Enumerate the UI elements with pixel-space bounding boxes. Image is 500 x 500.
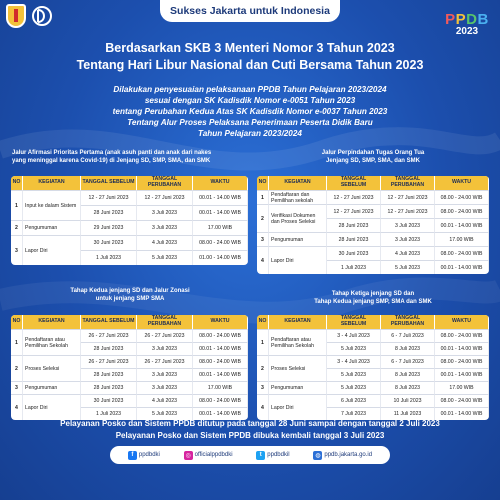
table-row: 5 Juli 2023 8 Juli 2023 00.01 - 14.00 WIB — [257, 368, 489, 381]
table-row: 3 Pengumuman 28 Juni 2023 3 Juli 2023 17.00 WIB — [257, 232, 489, 246]
table-row: 28 Juni 2023 3 Juli 2023 00.01 - 14.00 WIB — [11, 342, 248, 355]
schedule-table-tahap-ketiga — [257, 315, 489, 420]
social-instagram-link[interactable]: ◎ officialppdbdki — [185, 452, 233, 459]
column-header-kegiatan: KEGIATAN — [269, 176, 327, 190]
column-header-sebelum: TANGGAL SEBELUM — [327, 176, 381, 190]
column-header-no: NO — [257, 176, 269, 190]
social-website-link[interactable]: ◍ ppdb.jakarta.go.id — [315, 452, 373, 459]
column-header-perubahan: TANGGAL PERUBAHAN — [381, 176, 435, 190]
jakarta-crest-icon — [6, 4, 26, 28]
ppdb-logo — [440, 6, 494, 42]
column-header-no: NO — [11, 315, 23, 329]
twitter-icon: t — [256, 451, 265, 460]
schedule-table-tahap-kedua-zonasi — [11, 315, 248, 420]
column-header-sebelum: TANGGAL SEBELUM — [81, 315, 137, 329]
table-row: 1 Juli 2023 5 Juli 2023 00.01 - 14.00 WIB — [11, 407, 248, 420]
facebook-icon: f — [128, 451, 137, 460]
tagline-banner: Sukses Jakarta untuk Indonesia — [160, 0, 340, 22]
table-row: 1 Juli 2023 5 Juli 2023 00.01 - 14.00 WIB — [257, 260, 489, 274]
column-header-no: NO — [11, 176, 23, 190]
table-row: 1 Pendaftaran atau Pemilihan Sekolah 3 - 4 Juli 2023 6 - 7 Juli 2023 08.00 - 24.00 WIB — [257, 329, 489, 342]
column-header-no: NO — [257, 315, 269, 329]
table-row: 28 Juni 2023 3 Juli 2023 00.01 - 14.00 WIB — [11, 368, 248, 381]
logo-group-left — [6, 4, 54, 28]
table-row: 1 Pendaftaran dan Pemilihan sekolah 12 - 27 Juni 2023 12 - 27 Juni 2023 08.00 - 24.00 WIB — [257, 190, 489, 204]
column-header-waktu: WAKTU — [435, 315, 489, 329]
disdik-logo-icon — [30, 4, 54, 28]
column-header-perubahan: TANGGAL PERUBAHAN — [137, 176, 193, 190]
table-row: 28 Juni 2023 3 Juli 2023 00.01 - 14.00 WIB — [11, 205, 248, 220]
instagram-icon: ◎ — [185, 452, 191, 459]
social-twitter-link[interactable]: t ppdbdkil — [256, 451, 289, 460]
column-header-kegiatan: KEGIATAN — [23, 315, 81, 329]
table-row: 2 Pengumuman 29 Juni 2023 3 Juli 2023 17.00 WIB — [11, 220, 248, 235]
table-row: 2 Verifikasi Dokumen dan Proses Seleksi 12 - 27 Juni 2023 12 - 27 Juni 2023 08.00 - 24.00 WIB — [257, 204, 489, 218]
table-row: 2 Proses Seleksi 3 - 4 Juli 2023 6 - 7 Juli 2023 08.00 - 24.00 WIB — [257, 355, 489, 368]
table-row: 3 Pengumuman 5 Juli 2023 8 Juli 2023 17.00 WIB — [257, 381, 489, 394]
table-row: 4 Lapor Diri 30 Juni 2023 4 Juli 2023 08.00 - 24.00 WIB — [11, 394, 248, 407]
footer-notice: Pelayanan Posko dan Sistem PPDB ditutup pada tanggal 28 Juni sampai dengan tanggal 2 Juli 2023 Pelayanan Posko dan Sistem PPDB dibuka kembali tanggal 3 Juli 2023 — [60, 419, 440, 440]
ppdb-year: 2023 — [455, 26, 479, 37]
column-header-kegiatan: KEGIATAN — [23, 176, 81, 190]
section-title-tahap-kedua-zonasi: Tahap Kedua jenjang SD dan Jalur Zonasi untuk jenjang SMP SMA — [70, 288, 190, 302]
section-title-tahap-ketiga: Tahap Ketiga jenjang SD dan Tahap Kedua jenjang SMP, SMA dan SMK — [314, 291, 432, 305]
column-header-kegiatan: KEGIATAN — [269, 315, 327, 329]
table-row: 1 Juli 2023 5 Juli 2023 01.00 - 14.00 WIB — [11, 250, 248, 265]
table-row: 2 Proses Seleksi 26 - 27 Juni 2023 26 - 27 Juni 2023 08.00 - 24.00 WIB — [11, 355, 248, 368]
column-header-sebelum: TANGGAL SEBELUM — [327, 315, 381, 329]
intro-text: Dilakukan penyesuaian pelaksanaan PPDB Tahun Pelajaran 2023/2024 sesuai dengan SK Kadisdik Nomor e-0051 Tahun 2023 tentang Perubahan Kedua Atas SK Kadisdik Nomor e-0037 Tahun 2023 Tentang Alur Proses Pelaksana Penerimaan Peserta Didik Baru Tahun Pelajaran 2023/2024 — [112, 85, 388, 138]
schedule-table-afirmasi — [11, 176, 248, 265]
column-header-perubahan: TANGGAL PERUBAHAN — [137, 315, 193, 329]
table-row: 28 Juni 2023 3 Juli 2023 00.01 - 14.00 WIB — [257, 218, 489, 232]
globe-icon: ◍ — [315, 452, 321, 459]
table-row: 4 Lapor Diri 6 Juli 2023 10 Juli 2023 08.00 - 24.00 WIB — [257, 394, 489, 407]
section-title-afirmasi: Jalur Afirmasi Prioritas Pertama (anak asuh panti dan anak dari nakes yang meninggal karena Covid-19) di Jenjang SD, SMP, SMA, dan SMK — [12, 150, 212, 164]
table-row: 5 Juli 2023 8 Juli 2023 00.01 - 14.00 WIB — [257, 342, 489, 355]
table-row: 1 Input ke dalam Sistem 12 - 27 Juni 2023 12 - 27 Juni 2023 00.01 - 14.00 WIB — [11, 190, 248, 205]
column-header-waktu: WAKTU — [435, 176, 489, 190]
social-facebook-link[interactable]: f ppdbdki — [128, 451, 160, 460]
table-row: 7 Juli 2023 11 Juli 2023 00.01 - 14.00 WIB — [257, 407, 489, 420]
table-row: 4 Lapor Diri 30 Juni 2023 4 Juli 2023 08.00 - 24.00 WIB — [257, 246, 489, 260]
table-row: 3 Pengumuman 28 Juni 2023 3 Juli 2023 17.00 WIB — [11, 381, 248, 394]
page-title: Berdasarkan SKB 3 Menteri Nomor 3 Tahun 2023 Tentang Hari Libur Nasional dan Cuti Bersama Tahun 2023 — [76, 41, 424, 72]
column-header-waktu: WAKTU — [193, 176, 248, 190]
ppdb-wordmark: PPDB — [445, 11, 489, 28]
column-header-perubahan: TANGGAL PERUBAHAN — [381, 315, 435, 329]
column-header-waktu: WAKTU — [193, 315, 248, 329]
schedule-table-perpindahan — [257, 176, 489, 274]
table-row: 3 Lapor Diri 30 Juni 2023 4 Juli 2023 08.00 - 24.00 WIB — [11, 235, 248, 250]
column-header-sebelum: TANGGAL SEBELUM — [81, 176, 137, 190]
social-links-bar — [110, 446, 390, 464]
table-row: 1 Pendaftaran atau Pemilihan Sekolah 26 - 27 Juni 2023 26 - 27 Juni 2023 08.00 - 24.00 WIB — [11, 329, 248, 342]
section-title-perpindahan: Jalur Perpindahan Tugas Orang Tua Jenjang SD, SMP, SMA, dan SMK — [321, 150, 425, 164]
